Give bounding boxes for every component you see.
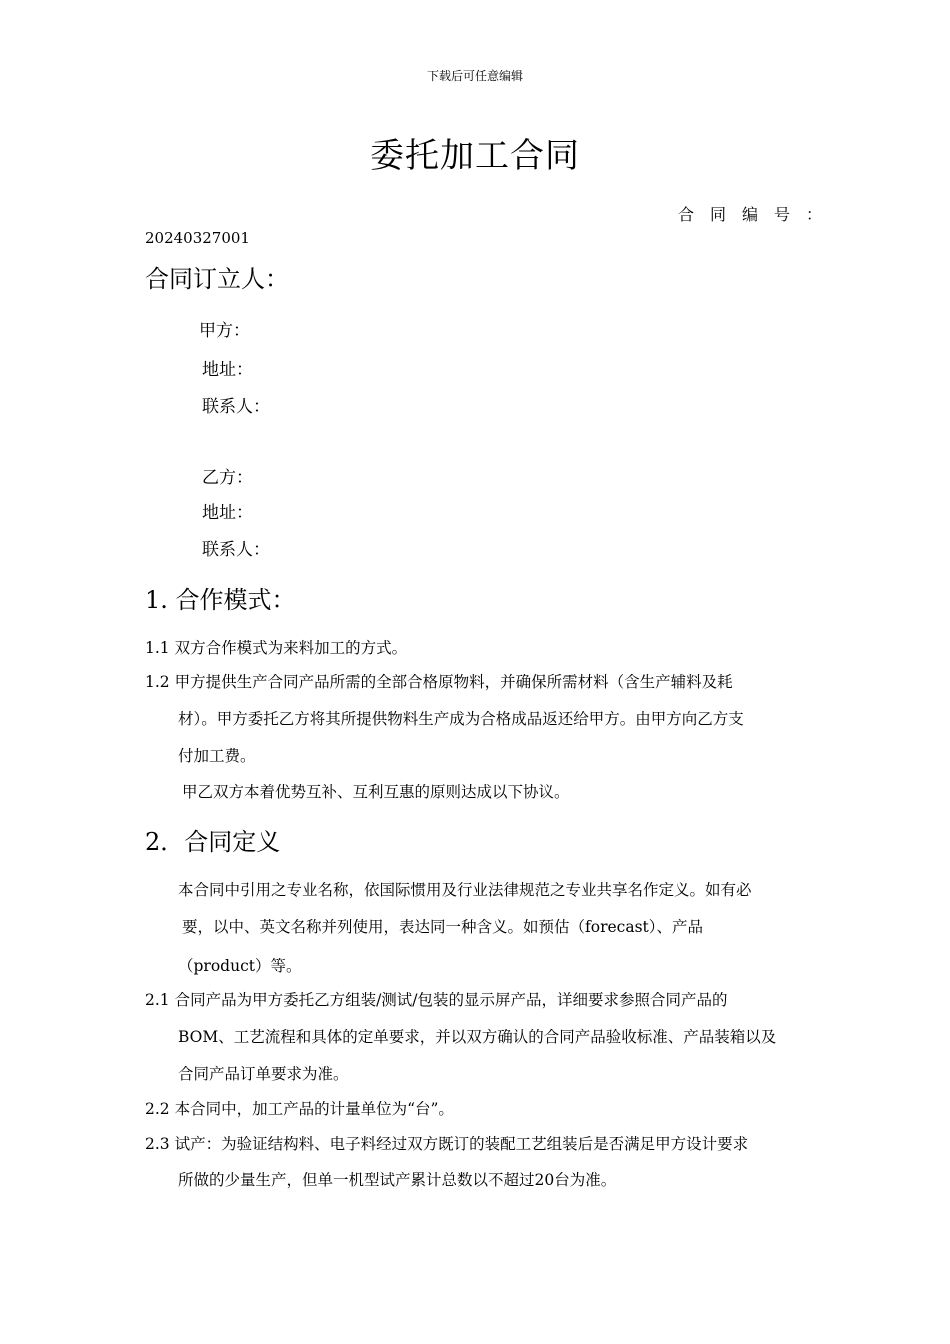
- clause-1-2-line-3: 付加工费。: [178, 747, 256, 765]
- contract-number-value: 20240327001: [145, 229, 250, 247]
- definitions-intro-line-1: 本合同中引用之专业名称，依国际惯用及行业法律规范之专业共享名作定义。如有必: [178, 881, 752, 899]
- clause-1-2-line-2: 材）。甲方委托乙方将其所提供物料生产成为合格成品返还给甲方。由甲方向乙方支: [178, 710, 744, 728]
- party-a-contact-label: 联系人：: [202, 397, 270, 417]
- definitions-intro-line-2: 要，以中、英文名称并列使用，表达同一种含义。如预估（forecast）、产品: [182, 918, 704, 936]
- party-b-contact-label: 联系人：: [202, 540, 270, 560]
- agreement-basis-text: 甲乙双方本着优势互补、互利互惠的原则达成以下协议。: [182, 783, 570, 801]
- clause-2-3-line-1: 2.3 试产：为验证结构料、电子料经过双方既订的装配工艺组装后是否满足甲方设计要求: [145, 1135, 749, 1153]
- party-a-address-label: 地址：: [202, 360, 253, 380]
- party-b-name-label: 乙方：: [202, 468, 253, 488]
- definitions-intro-line-3: （product）等。: [178, 957, 302, 975]
- clause-1-1: 1.1 双方合作模式为来料加工的方式。: [145, 639, 408, 657]
- parties-heading: 合同订立人：: [145, 265, 289, 293]
- clause-1-2-line-1-text: 1.2 甲方提供生产合同产品所需的全部合格原物料，并确保所需材料（含生产辅料及耗: [145, 673, 733, 691]
- clause-2-2: 2.2 本合同中，加工产品的计量单位为“台”。: [145, 1100, 454, 1118]
- document-title: 委托加工合同: [370, 136, 580, 176]
- clause-2-3-line-2: 所做的少量生产，但单一机型试产累计总数以不超过20台为准。: [178, 1171, 617, 1189]
- section-1-heading: 1. 合作模式：: [145, 586, 296, 614]
- clause-1-2-line-1: [145, 670, 805, 692]
- party-b-address-label: 地址：: [202, 503, 253, 523]
- clause-2-1-line-2: BOM、工艺流程和具体的定单要求，并以双方确认的合同产品验收标准、产品装箱以及: [178, 1028, 777, 1046]
- party-a-name-label: 甲方：: [199, 321, 250, 341]
- clause-2-1-line-1: 2.1 合同产品为甲方委托乙方组装/测试/包装的显示屏产品，详细要求参照合同产品的: [145, 991, 728, 1009]
- download-note: 下载后可任意编辑: [426, 69, 523, 83]
- section-2-heading: 2．合同定义: [145, 828, 281, 856]
- contract-number-label: 合同编号：: [678, 205, 839, 224]
- clause-2-1-line-3: 合同产品订单要求为准。: [178, 1065, 349, 1083]
